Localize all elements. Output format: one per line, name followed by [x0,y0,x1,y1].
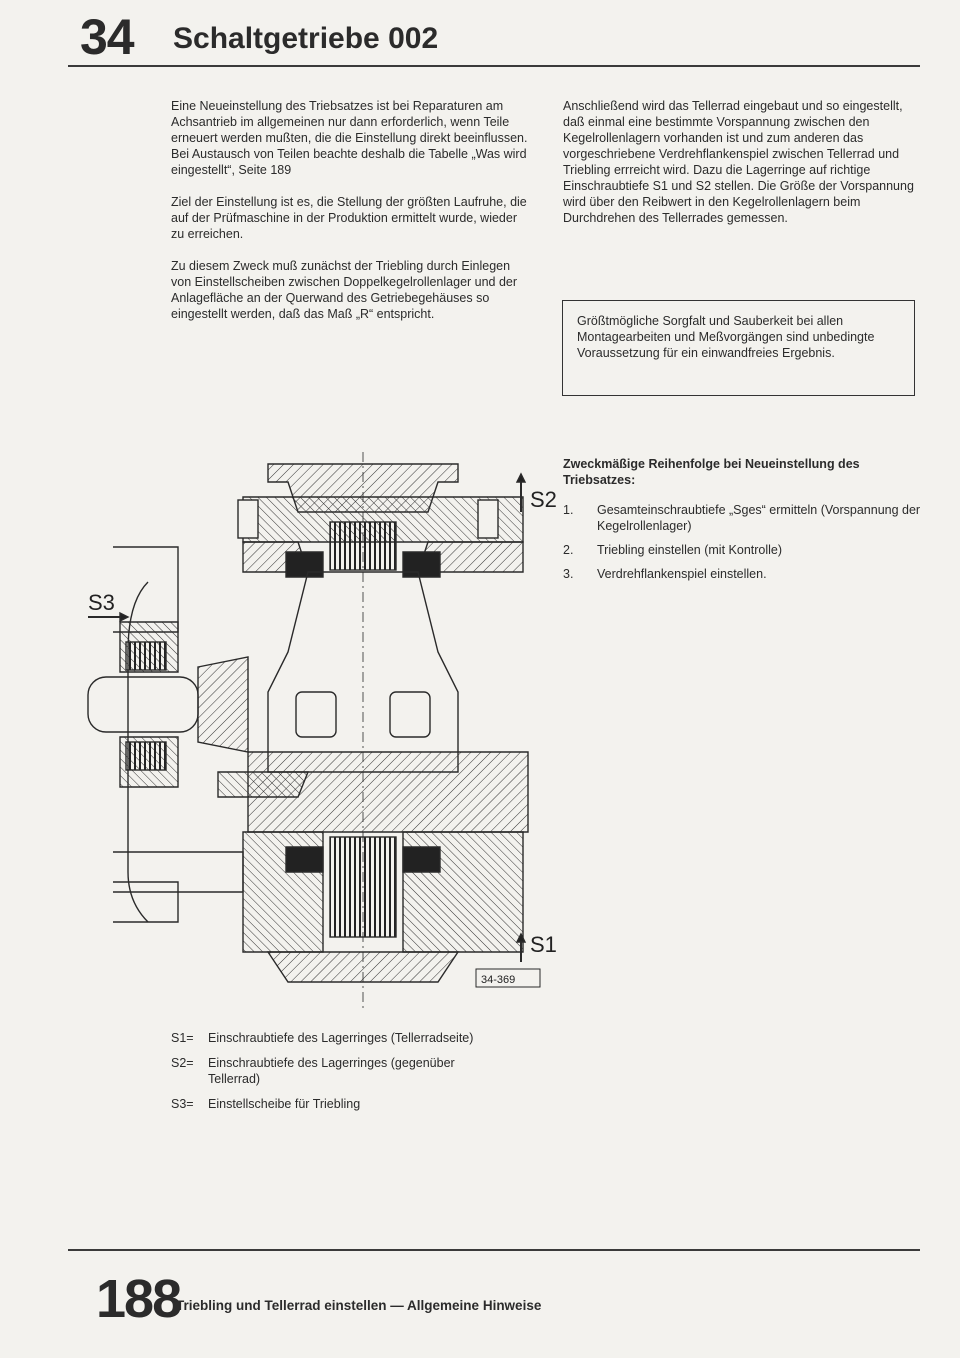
sequence-heading: Zweckmäßige Reihenfolge bei Neueinstellung des Triebsatzes: [563,457,860,487]
legend-symbol: S3= [171,1097,194,1111]
right-column [563,98,923,242]
sequence-text: Verdrehflankenspiel einstellen. [597,567,767,581]
caution-box [562,300,915,396]
top-rule [68,65,920,67]
legend-row [171,1096,501,1112]
chapter-number: 34 [80,9,134,65]
sequence-text: Gesamteinschraubtiefe „Sges“ ermitteln (Vorspannung der Kegelrollenlager) [597,503,921,533]
legend-row [171,1030,501,1046]
part-number: 34-369 [481,974,516,986]
legend-symbol: S2= [171,1056,194,1070]
drawing-legend [171,1030,501,1121]
legend-row [171,1055,501,1087]
legend-text: Einschraubtiefe des Lagerringes (Tellerradseite) [208,1031,474,1045]
page-title: Schaltgetriebe 002 [173,22,439,55]
label-s2: S2 [530,487,557,512]
sequence-section [563,456,923,590]
sequence-item [563,566,923,582]
goal-paragraph: Ziel der Einstellung ist es, die Stellung der größten Laufruhe, die auf der Prüfmaschine in der Produktion ermittelt wurde, wieder zu erreichen. [171,195,527,241]
gearbox-cross-section-drawing [68,452,557,1022]
sequence-item [563,542,923,558]
sequence-text: Triebling einstellen (mit Kontrolle) [597,543,783,557]
sequence-number: 3. [563,567,574,581]
footer-title: Triebling und Tellerrad einstellen — Allgemeine Hinweise [176,1298,542,1313]
left-column [171,98,531,338]
procedure-paragraph: Zu diesem Zweck muß zunächst der Triebling durch Einlegen von Einstellscheiben zwischen Doppelkegelrollenlager und der Anlagefläche an der Querwand des Getriebegehäuses so eingestellt werden, daß das Maß „R“ entspricht. [171,259,518,321]
intro-paragraph: Eine Neueinstellung des Triebsatzes ist bei Reparaturen am Achsantrieb im allgemeinen nur dann erforderlich, wenn Teile erneuert werden mußten, die die Einstellung direkt beeinflussen. Bei Austausch von Teilen beachte deshalb die Tabelle „Was wird eingestellt“, Seite 189 [171,99,528,177]
caution-text: Größtmögliche Sorgfalt und Sauberkeit bei allen Montagearbeiten und Meßvorgängen sind unbedingte Voraussetzung für ein einwandfreies Ergebnis. [577,314,875,360]
label-s1: S1 [530,932,557,957]
label-s3: S3 [88,590,115,615]
legend-text: Einschraubtiefe des Lagerringes (gegenüber Tellerrad) [208,1056,455,1086]
sequence-item [563,502,923,534]
legend-text: Einstellscheibe für Triebling [208,1097,361,1111]
legend-symbol: S1= [171,1031,194,1045]
bottom-rule [68,1249,920,1251]
sequence-number: 1. [563,503,574,517]
sequence-number: 2. [563,543,574,557]
crownwheel-paragraph: Anschließend wird das Tellerrad eingebaut und so eingestellt, daß einmal eine bestimmte Vorspannung zwischen den Kegelrollenlagern vorhanden ist und zum anderen das vorgeschriebene Verdrehflankenspiel zwischen Tellerrad und Triebling errreicht wird. Dazu die Lagerringe auf richtige Einschraubtiefe S1 und S2 stellen. Die Größe der Vorspannung wird über den Reibwert in den Kegelrollenlagern beim Durchdrehen des Tellerrades gemessen. [563,99,914,225]
page-number: 188 [96,1269,181,1329]
